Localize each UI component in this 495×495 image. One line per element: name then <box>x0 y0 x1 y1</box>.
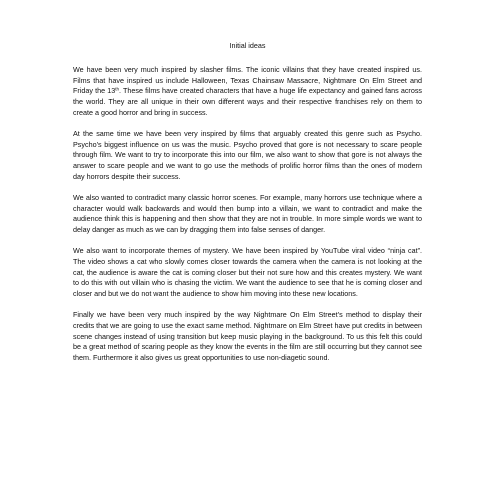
paragraph-psycho: At the same time we have been very inspired by films that arguably created this genre such as Psycho. Psycho’s biggest influence on us was the music. Psycho proved that gore is not necessary to scare people through film. We want to try to incorporate this into our film, we also want to show that gore is not always the answer to scare people and we want to go use the methods of prolific horror films than the ones of modern day horrors despite their success. <box>73 129 422 181</box>
paragraph-contradict-scenes: We also wanted to contradict many classic horror scenes. For example, many horrors use technique where a character would walk backwards and would then bump into a villain, we want to contradict and make the audience think this is happening and then show that they are not in trouble. In more simple words we want to delay danger as much as we can by dragging them into false senses of danger. <box>73 193 422 235</box>
paragraph-credits-method: Finally we have been very much inspired by the way Nightmare On Elm Street’s method to display their credits that we are going to use the exact same method. Nightmare on Elm Street have put credits in between scene changes instead of using transition but keep music playing in the background. To us this felt this could be a great method of scaring people as they know the events in the film are still occurring but they cannot see them. Furthermore it also gives us great opportunities to use non-diagetic sound. <box>73 310 422 363</box>
paragraph-text: . These films have created characters that have a huge life expectancy and gained fans across the world. They are all unique in their own different ways and their respective franchises rely on them to create a good horror and bring in success. <box>73 86 423 117</box>
document-title: Initial ideas <box>229 41 266 50</box>
paragraph-slasher-films <box>73 65 422 119</box>
ordinal-superscript: th <box>115 86 120 92</box>
paragraph-text: We have been very much inspired by slasher films. The iconic villains that they have created inspired us. Films that have inspired us include Halloween, Texas Chainsaw Massacre, Nightmare On Elm Street and Friday the 13 <box>73 65 422 96</box>
paragraph-mystery: We also want to incorporate themes of mystery. We have been inspired by YouTube viral video “ninja cat”. The video shows a cat who slowly comes closer towards the camera when the camera is not looking at the cat, the audience is aware the cat is coming closer but their not sure how and this creates mystery. We want to do this with out villain who is chasing the victim. We want the audience to see that he is coming closer and closer and but we do not want the audience to show him moving into these new locations. <box>73 246 422 299</box>
document-body <box>73 65 422 374</box>
